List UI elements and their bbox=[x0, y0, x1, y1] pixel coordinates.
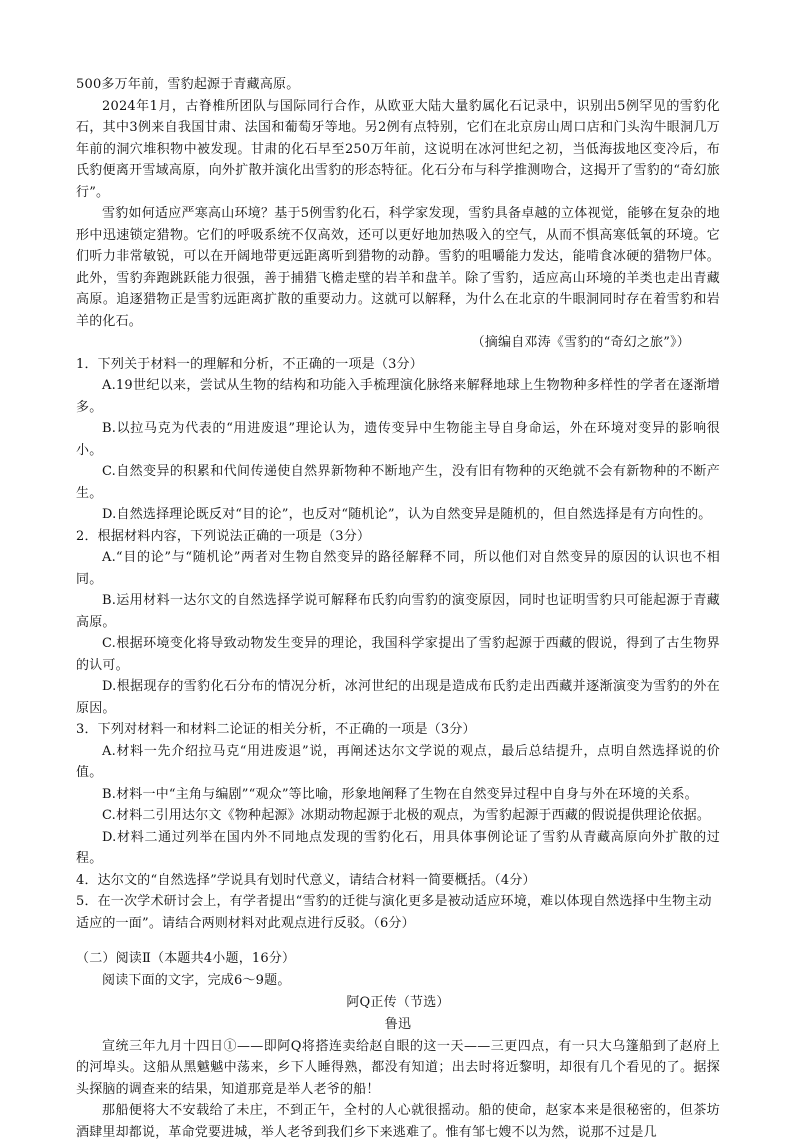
reading2-title: 阿Q正传（节选） bbox=[346, 994, 450, 1010]
question-3 bbox=[76, 719, 720, 870]
reading2-author: 鲁迅 bbox=[384, 1016, 412, 1032]
question-option: D.根据现存的雪豹化石分布的情况分析，冰河世纪的出现是造成布氏豹走出西藏并逐渐演变为雪豹的外在原因。 bbox=[76, 679, 720, 716]
question-stem: 2．根据材料内容，下列说法正确的一项是（3分） bbox=[76, 528, 371, 544]
question-1 bbox=[76, 354, 720, 526]
question-5-stem: 5．在一次学术研讨会上，有学者提出“雪豹的迁徙与演化更多是被动适应环境，难以体现自然选择中生物主动适应的一面”。请结合两则材料对此观点进行反驳。（6分） bbox=[76, 894, 712, 931]
question-option: C.材料二引用达尔文《物种起源》冰期动物起源于北极的观点，为雪豹起源于西藏的假说提供理论依据。 bbox=[102, 808, 711, 823]
question-option: B.运用材料一达尔文的自然选择学说可解释布氏豹向雪豹的演变原因，同时也证明雪豹只可能起源于青藏高原。 bbox=[76, 593, 720, 630]
document-page bbox=[76, 74, 720, 1143]
question-option: D.材料二通过列举在国内外不同地点发现的雪豹化石，用具体事例论证了雪豹从青藏高原向外扩散的过程。 bbox=[76, 829, 720, 866]
question-4-stem: 4．达尔文的“自然选择”学说具有划时代意义，请结合材料一简要概括。（4分） bbox=[76, 872, 536, 888]
reading2-paragraph: 宣统三年九月十四日①——即阿Q将搭连卖给赵自眼的这一天——三更四点，有一只大乌篷船到了赵府上的河埠头。这船从黑魆魆中荡来，乡下人睡得熟，都没有知道；出去时将近黎明，却很有几个看见的了。据探头探脑的调查来的结果，知道那竟是举人老爷的船！ bbox=[76, 1038, 720, 1097]
question-option: A.19世纪以来，尝试从生物的结构和功能入手梳理演化脉络来解释地球上生物物种多样性的学者在逐渐增多。 bbox=[76, 378, 720, 415]
question-option: A.“目的论”与“随机论”两者对生物自然变异的路径解释不同，所以他们对自然变异的原因的认识也不相同。 bbox=[76, 550, 720, 587]
question-stem: 3．下列对材料一和材料二论证的相关分析，不正确的一项是（3分） bbox=[76, 722, 476, 737]
question-option: A.材料一先介绍拉马克“用进废退”说，再阐述达尔文学说的观点，最后总结提升，点明自然选择说的价值。 bbox=[76, 743, 720, 780]
material2-source: （摘编自邓涛《雪豹的“奇幻之旅”》） bbox=[471, 335, 690, 350]
material2-paragraph: 雪豹如何适应严寒高山环境？基于5例雪豹化石，科学家发现，雪豹具备卓越的立体视觉，能够在复杂的地形中迅速锁定猎物。它们的呼吸系统不仅高效，还可以更好地加热吸入的空气，从而不惧高寒低氧的环境。它们听力非常敏锐，可以在开阔地带更远距离听到猎物的动静。雪豹的咀嚼能力发达，能啃食冰硬的猎物尸体。此外，雪豹奔跑跳跃能力很强，善于捕猎飞檐走壁的岩羊和盘羊。除了雪豹，适应高山环境的羊类也走出青藏高原。追逐猎物正是雪豹远距离扩散的重要动力。这就可以解释，为什么在北京的牛眼洞同时存在着雪豹和岩羊的化石。 bbox=[76, 206, 720, 329]
material2-paragraph-tail: 500多万年前，雪豹起源于青藏高原。 bbox=[76, 77, 300, 92]
material2-paragraph: 2024年1月，古脊椎所团队与国际同行合作，从欧亚大陆大量豹属化石记录中，识别出5例罕见的雪豹化石，其中3例来自我国甘肃、法国和葡萄牙等地。另2例有点特别，它们在北京房山周口店和门头沟牛眼洞几万年前的洞穴堆积物中被发现。甘肃的化石早至250万年前，这说明在冰河世纪之初，当低海拔地区变冷后，布氏豹便离开雪域高原，向外扩散并演化出雪豹的形态特征。化石分布与科学推测吻合，这揭开了雪豹的“奇幻旅行”。 bbox=[76, 98, 720, 200]
reading2-instruction: 阅读下面的文字，完成6～9题。 bbox=[102, 973, 291, 988]
question-option: D.自然选择理论既反对“目的论”，也反对“随机论”，认为自然变异是随机的，但自然选择是有方向性的。 bbox=[102, 507, 712, 522]
question-option: C.自然变异的积累和代间传递使自然界新物种不断地产生，没有旧有物种的灭绝就不会有新物种的不断产生。 bbox=[76, 464, 720, 501]
question-2 bbox=[76, 526, 720, 720]
question-option: B.以拉马克为代表的“用进废退”理论认为，遗传变异中生物能主导自身命运，外在环境对变异的影响很小。 bbox=[76, 421, 720, 458]
question-stem: 1．下列关于材料一的理解和分析，不正确的一项是（3分） bbox=[76, 356, 423, 372]
question-option: C.根据环境变化将导致动物发生变异的理论，我国科学家提出了雪豹起源于西藏的假说，得到了古生物界的认可。 bbox=[76, 636, 720, 673]
reading2-paragraph: 那船便将大不安载给了未庄，不到正午，全村的人心就很摇动。船的使命，赵家本来是很秘密的，但茶坊酒肆里却都说，革命党要进城，举人老爷到我们乡下来逃难了。惟有邹七嫂不以为然，说那不过是几 bbox=[76, 1103, 720, 1140]
reading2-section-title: （二）阅读Ⅱ（本题共4小题，16分） bbox=[76, 951, 296, 966]
question-option: B.材料一中“主角与编剧”“观众”等比喻，形象地阐释了生物在自然变异过程中自身与外在环境的关系。 bbox=[102, 786, 698, 802]
